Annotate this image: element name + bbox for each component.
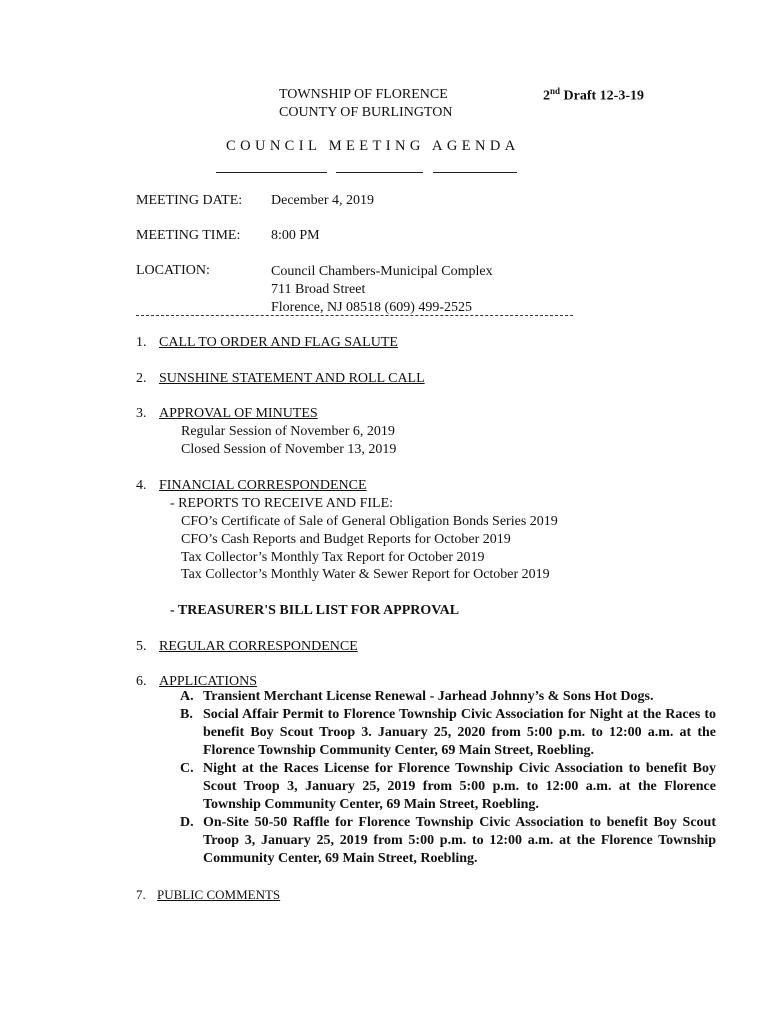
application-text: Night at the Races License for Florence Township Civic Association to benefit Boy Scout Troop 3, January 25, 2019 from 5:00 p.m. to 12:00 a.m. at the Florence Township Community Center, 69 Main Street, Roebling. [203,761,716,812]
item-approval-of-minutes: APPROVAL OF MINUTES [159,406,318,421]
application-letter: B. [180,707,193,722]
item-financial-correspondence: FINANCIAL CORRESPONDENCE [159,478,367,493]
item-call-to-order: CALL TO ORDER AND FLAG SALUTE [159,335,398,350]
county-name: COUNTY OF BURLINGTON [279,105,453,120]
application-letter: A. [180,689,194,704]
item-regular-correspondence: REGULAR CORRESPONDENCE [159,639,358,654]
application-item [180,688,716,706]
item-applications: APPLICATIONS [159,674,258,689]
application-item [180,706,716,760]
reports-heading: - REPORTS TO RECEIVE AND FILE: [170,496,394,511]
draft-label: 2nd Draft 12-3-19 [543,86,644,104]
application-letter: C. [180,761,194,776]
minutes-line: Closed Session of November 13, 2019 [181,442,397,457]
application-item [180,760,716,814]
item-number: 1. [136,335,147,350]
application-text: Transient Merchant License Renewal - Jarhead Johnny’s & Sons Hot Dogs. [203,689,654,704]
application-letter: D. [180,815,194,830]
application-text: On-Site 50-50 Raffle for Florence Township Civic Association to benefit Boy Scout Troop 3, January 25, 2019 from 5:00 p.m. to 12:00 a.m. at the Florence Township Community Center, 69 Main Street, Roebling. [203,815,716,866]
minutes-line: Regular Session of November 6, 2019 [181,424,395,439]
location-line: Florence, NJ 08518 (609) 499-2525 [271,300,473,315]
report-line: Tax Collector’s Monthly Water & Sewer Report for October 2019 [181,567,550,582]
report-line: CFO’s Cash Reports and Budget Reports for October 2019 [181,532,511,547]
location-label: LOCATION: [136,263,210,278]
meeting-time-label: MEETING TIME: [136,228,241,243]
meeting-date-value: December 4, 2019 [271,193,375,208]
title-rule-3 [433,172,517,173]
item-number: 5. [136,639,147,654]
treasurer-bill-list: - TREASURER'S BILL LIST FOR APPROVAL [170,603,460,618]
township-name: TOWNSHIP OF FLORENCE [279,87,448,102]
location-line: Council Chambers-Municipal Complex [271,264,493,279]
meeting-time-value: 8:00 PM [271,228,320,243]
item-number: 3. [136,406,147,421]
applications-list [180,688,716,868]
item-sunshine-statement: SUNSHINE STATEMENT AND ROLL CALL [159,371,425,386]
application-text: Social Affair Permit to Florence Township Civic Association for Night at the Races to benefit Boy Scout Troop 3. January 25, 2020 from 5:00 p.m. to 12:00 a.m. at the Florence Township Community Center, 69 Main Street, Roebling. [203,707,716,758]
location-value [271,263,493,317]
item-number: 2. [136,371,147,386]
title-rule-1 [216,172,327,173]
dashed-divider [136,315,573,316]
agenda-title: COUNCIL MEETING AGENDA [226,138,520,154]
application-item [180,814,716,868]
header-block [279,86,452,122]
report-line: CFO’s Certificate of Sale of General Obligation Bonds Series 2019 [181,514,558,529]
title-rule-2 [336,172,423,173]
meeting-date-label: MEETING DATE: [136,193,243,208]
location-line: 711 Broad Street [271,282,366,297]
item-number: 6. [136,674,147,689]
item-number: 7. [136,887,146,902]
report-line: Tax Collector’s Monthly Tax Report for October 2019 [181,550,485,565]
item-public-comments: PUBLIC COMMENTS [157,887,281,902]
item-number: 4. [136,478,147,493]
